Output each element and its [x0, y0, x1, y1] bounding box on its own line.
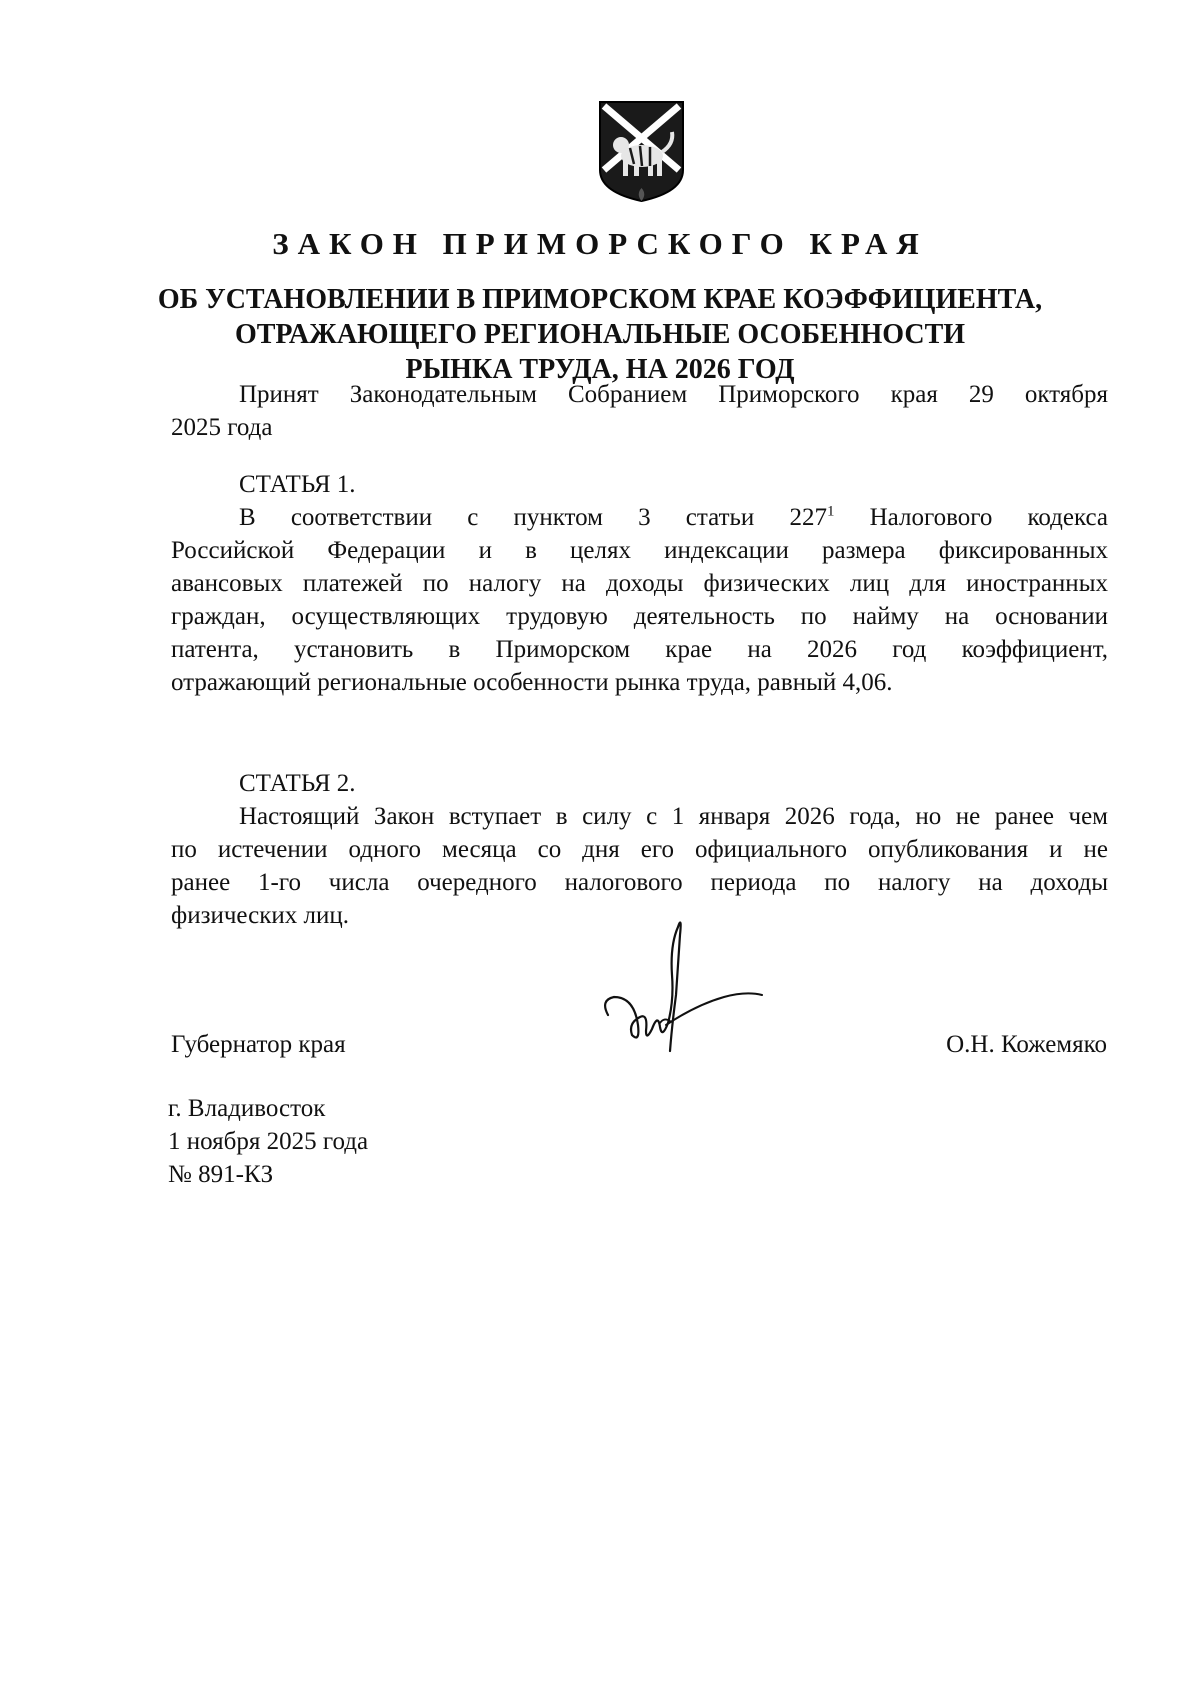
- subtitle-line: ОБ УСТАНОВЛЕНИИ В ПРИМОРСКОМ КРАЕ КОЭФФИЦИЕНТА,: [157, 284, 1043, 315]
- adoption-line: 2025 года: [171, 414, 273, 441]
- subtitle-line: РЫНКА ТРУДА, НА 2026 ГОД: [405, 354, 795, 385]
- law-title: ЗАКОН ПРИМОРСКОГО КРАЯ: [272, 226, 928, 261]
- article-1-heading: СТАТЬЯ 1.: [239, 471, 356, 498]
- subtitle-line: ОТРАЖАЮЩЕГО РЕГИОНАЛЬНЫЕ ОСОБЕННОСТИ: [234, 319, 966, 350]
- article-1-line: отражающий региональные особенности рынка труда, равный 4,06.: [171, 669, 893, 696]
- coat-of-arms-icon: [598, 100, 685, 203]
- article-2-line: по истечении одного месяца со дня его официального опубликования и не: [171, 836, 1108, 863]
- signature-icon: [600, 905, 770, 1055]
- article-2-line: физических лиц.: [171, 902, 349, 929]
- article-2-line: ранее 1-го числа очередного налогового периода по налогу на доходы: [171, 869, 1108, 896]
- article-2-heading: СТАТЬЯ 2.: [239, 770, 356, 797]
- signer-name: О.Н. Кожемяко: [946, 1031, 1107, 1058]
- adoption-paragraph: [171, 378, 1108, 444]
- superscript: 1: [826, 503, 835, 520]
- article-1-line: граждан, осуществляющих трудовую деятельность по найму на основании: [171, 603, 1108, 630]
- article-1-line: патента, установить в Приморском крае на 2026 год коэффициент,: [171, 636, 1108, 663]
- article-1-text: [171, 501, 1108, 699]
- article-2-line: Настоящий Закон вступает в силу с 1 января 2026 года, но не ранее чем: [239, 803, 1108, 830]
- article-1-line: авансовых платежей по налогу на доходы физических лиц для иностранных: [171, 570, 1108, 597]
- document-footer: [168, 1092, 368, 1191]
- article-1-line: Российской Федерации и в целях индексации размера фиксированных: [171, 537, 1108, 564]
- law-subtitle: [0, 282, 1200, 387]
- footer-date: 1 ноября 2025 года: [168, 1128, 369, 1155]
- adoption-line: Принят Законодательным Собранием Приморского края 29 октября: [239, 381, 1108, 408]
- footer-number: № 891-КЗ: [168, 1161, 274, 1188]
- article-1-line: В соответствии с пунктом 3 статьи $227^1$ Налогового кодекса: [239, 503, 1108, 531]
- footer-city: г. Владивосток: [168, 1095, 326, 1122]
- signer-position: Губернатор края: [171, 1031, 346, 1058]
